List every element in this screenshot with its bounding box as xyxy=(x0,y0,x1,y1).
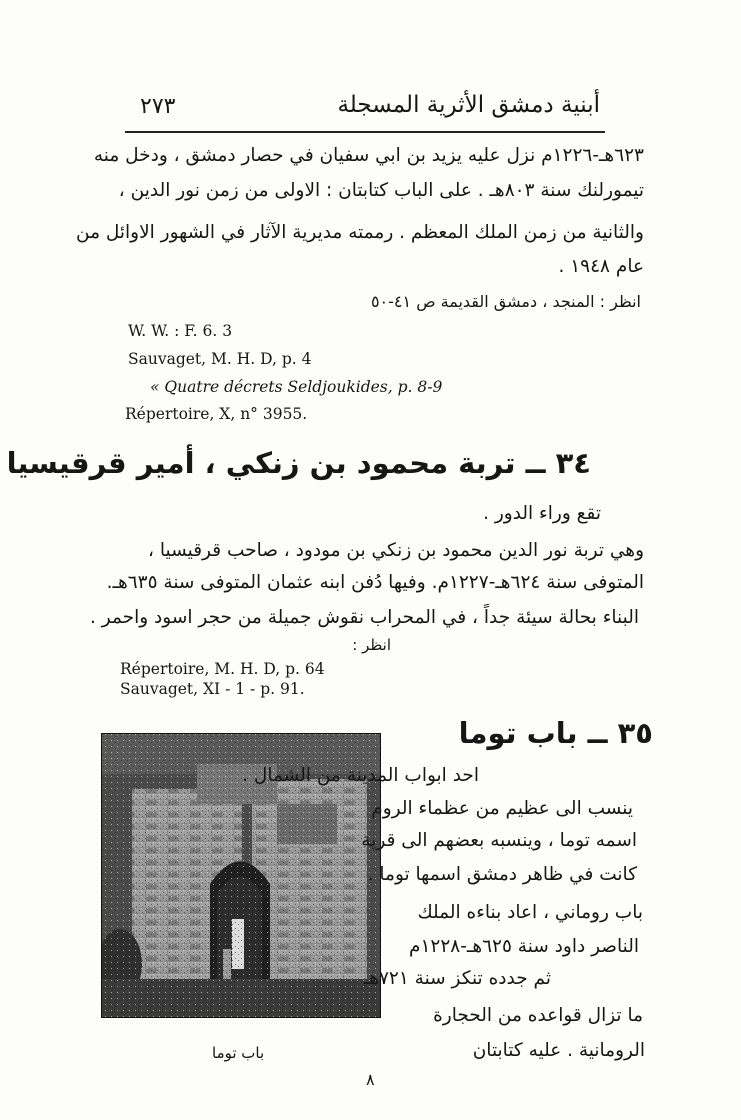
entry-35-line-6: الناصر داود سنة ٦٢٥هـ-١٢٢٨م xyxy=(409,936,639,957)
entry-35-line-1: احد ابواب المدينة من الشمال . xyxy=(242,765,479,786)
footer-signature-mark: ٨ xyxy=(366,1070,375,1089)
entry-33-line-1: ٦٢٣هـ-١٢٢٦م نزل عليه يزيد بن ابي سفيان في حصار دمشق ، ودخل منه xyxy=(93,145,644,166)
page-header xyxy=(130,88,600,128)
entry-33-line-4: عام ١٩٤٨ . xyxy=(558,256,644,277)
entry-35-line-8: ما تزال قواعده من الحجارة xyxy=(433,1005,643,1026)
reference-line: Sauvaget, XI - 1 - p. 91. xyxy=(120,680,305,698)
entry-35-line-5: باب روماني ، اعاد بناءه الملك xyxy=(417,902,643,923)
photo-caption: باب توما xyxy=(212,1044,265,1062)
reference-line: Répertoire, M. H. D, p. 64 xyxy=(120,660,325,678)
entry-33-line-3: والثانية من زمن الملك المعظم . رممته مديرية الآثار في الشهور الاوائل من xyxy=(76,222,644,243)
entry-34-location: تقع وراء الدور . xyxy=(483,503,601,524)
entry-34-line-3: البناء بحالة سيئة جداً ، في المحراب نقوش جميلة من حجر اسود واحمر . xyxy=(89,607,639,628)
reference-line: W. W. : F. 6. 3 xyxy=(128,322,233,340)
entry-33-see-also: انظر : المنجد ، دمشق القديمة ص ٤١-٥٠ xyxy=(370,292,641,311)
entry-35-line-7: ثم جدده تنكز سنة ٧٢١هـ xyxy=(363,968,551,989)
page-number: ٢٧٣ xyxy=(140,94,176,119)
header-rule xyxy=(125,131,605,133)
entry-34-line-2: المتوفى سنة ٦٢٤هـ-١٢٢٧م. وفيها دُفن ابنه عثمان المتوفى سنة ٦٣٥هـ. xyxy=(106,572,644,593)
reference-line: « Quatre décrets Seldjoukides, p. 8-9 xyxy=(150,378,443,396)
entry-35-line-2: ينسب الى عظيم من عظماء الروم xyxy=(371,798,633,819)
entry-35-line-4: كانت في ظاهر دمشق اسمها توما . xyxy=(367,864,637,885)
running-title: أبنية دمشق الأثرية المسجلة xyxy=(337,92,600,118)
entry-35-line-3: اسمه توما ، وينسبه بعضهم الى قرية xyxy=(361,830,637,851)
entry-34-line-1: وهي تربة نور الدين محمود بن زنكي بن مودود ، صاحب قرقيسيا ، xyxy=(148,540,644,561)
reference-line: Répertoire, X, n° 3955. xyxy=(125,405,308,423)
entry-35-heading: ٣٥ ــ باب توما xyxy=(458,716,653,750)
reference-line: Sauvaget, M. H. D, p. 4 xyxy=(128,350,312,368)
entry-34-heading: ٣٤ ــ تربة محمود بن زنكي ، أمير قرقيسيا xyxy=(6,446,591,480)
entry-33-line-2: تيمورلنك سنة ٨٠٣هـ . على الباب كتابتان : الاولى من زمن نور الدين ، xyxy=(118,180,644,201)
entry-34-see-also: انظر : xyxy=(352,636,391,654)
entry-35-line-9: الرومانية . عليه كتابتان xyxy=(472,1040,645,1061)
